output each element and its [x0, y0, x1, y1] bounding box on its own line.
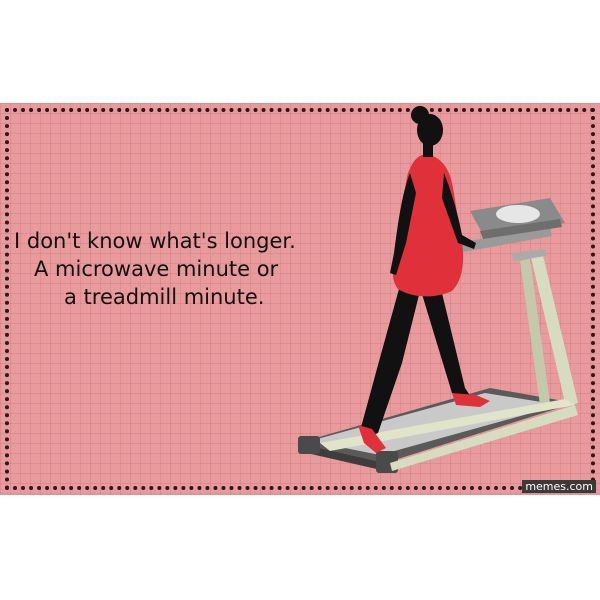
caption-line-3: a treadmill minute.: [64, 285, 265, 309]
caption-line-1: I don't know what's longer.: [14, 229, 296, 253]
treadmill-illustration: [280, 103, 590, 495]
meme-card: [0, 103, 600, 495]
watermark-label: memes.com: [522, 480, 596, 493]
caption-line-2: A microwave minute or: [34, 257, 279, 281]
woman-silhouette: [358, 106, 490, 453]
